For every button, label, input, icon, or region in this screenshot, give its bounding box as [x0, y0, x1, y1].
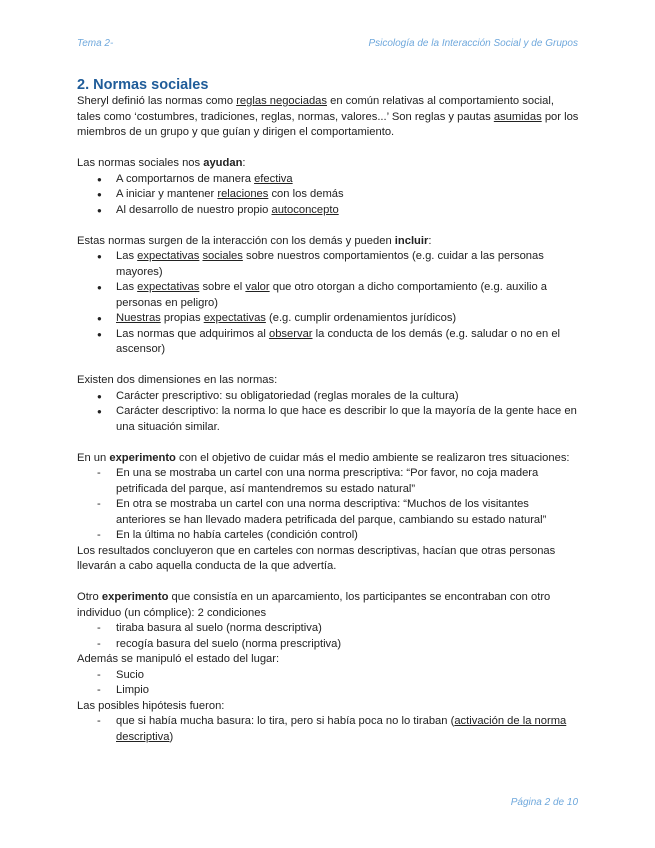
- experimento2-lead: Otro experimento que consistía en un aparcamiento, los participantes se encontraban con otro individuo (un cómplice): 2 condiciones: [77, 591, 551, 619]
- list-item: - En otra se mostraba un cartel con una norma descriptiva: “Muchos de los visitantes anteriores se han llevado madera petrificada del parque, cambiando su estado natural”: [77, 497, 579, 528]
- list-item: ● Las normas que adquirimos al observar la conducta de los demás (e.g. saludar o no en el ascensor): [77, 327, 579, 358]
- experimento1-conclusion: Los resultados concluyeron que en carteles con normas descriptivas, hacían que otras personas llevarán a cabo aquella conducta de la que advertía.: [77, 544, 556, 572]
- dimensiones-lead: Existen dos dimensiones en las normas:: [77, 374, 278, 386]
- section-title: 2. Normas sociales: [77, 77, 209, 93]
- list-item: ● Carácter prescriptivo: su obligatoriedad (reglas morales de la cultura): [77, 389, 579, 405]
- header-right: Psicología de la Interacción Social y de Grupos: [368, 38, 578, 49]
- experimento2-list: [77, 621, 579, 652]
- page-number: Página 2 de 10: [510, 797, 578, 808]
- document-body: [77, 76, 579, 745]
- list-item: ● Carácter descriptivo: la norma lo que hace es describir lo que la mayoría de la gente hace en una situación similar.: [77, 404, 579, 435]
- list-item: - En la última no había carteles (condición control): [77, 528, 579, 544]
- intro-paragraph: Sheryl definió las normas como reglas negociadas en común relativas al comportamiento social, tales como ‘costumbres, tradiciones, reglas, normas, valores...’ Son reglas y pautas asumidas por los miembros de un grupo y que guían y dirigen el comportamiento.: [77, 95, 579, 138]
- list-item: - En una se mostraba un cartel con una norma prescriptiva: “Por favor, no coja madera petrificada del parque, así mantendremos su estado natural”: [77, 466, 579, 497]
- list-item: ● Las expectativas sobre el valor que otro otorgan a dicho comportamiento (e.g. auxilio a personas en peligro): [77, 280, 579, 311]
- ayudan-list: [77, 172, 579, 219]
- list-item: - tiraba basura al suelo (norma descriptiva): [77, 621, 579, 637]
- ayudan-lead: Las normas sociales nos ayudan:: [77, 157, 246, 169]
- list-item: - Limpio: [77, 683, 579, 699]
- hipotesis-list: [77, 714, 579, 745]
- list-item: ● Nuestras propias expectativas (e.g. cumplir ordenamientos jurídicos): [77, 311, 579, 327]
- header-left: Tema 2-: [77, 38, 114, 49]
- list-item: ● Al desarrollo de nuestro propio autoconcepto: [77, 203, 579, 219]
- dimensiones-list: [77, 389, 579, 436]
- experimento1-list: [77, 466, 579, 544]
- experimento1-lead: En un experimento con el objetivo de cuidar más el medio ambiente se realizaron tres situaciones:: [77, 451, 570, 464]
- incluir-lead: Estas normas surgen de la interacción con los demás y pueden incluir:: [77, 234, 432, 247]
- list-item: - que si había mucha basura: lo tira, pero si había poca no lo tiraban (activación de la norma descriptiva): [77, 714, 579, 745]
- list-item: ● A comportarnos de manera efectiva: [77, 172, 579, 188]
- estado-list: [77, 668, 579, 699]
- hipotesis-lead: Las posibles hipótesis fueron:: [77, 699, 225, 712]
- estado-lead: Además se manipuló el estado del lugar:: [77, 653, 280, 665]
- list-item: - Sucio: [77, 668, 579, 684]
- list-item: ● A iniciar y mantener relaciones con los demás: [77, 187, 579, 203]
- incluir-list: [77, 249, 579, 358]
- list-item: ● Las expectativas sociales sobre nuestros comportamientos (e.g. cuidar a las personas mayores): [77, 249, 579, 280]
- list-item: - recogía basura del suelo (norma prescriptiva): [77, 637, 579, 653]
